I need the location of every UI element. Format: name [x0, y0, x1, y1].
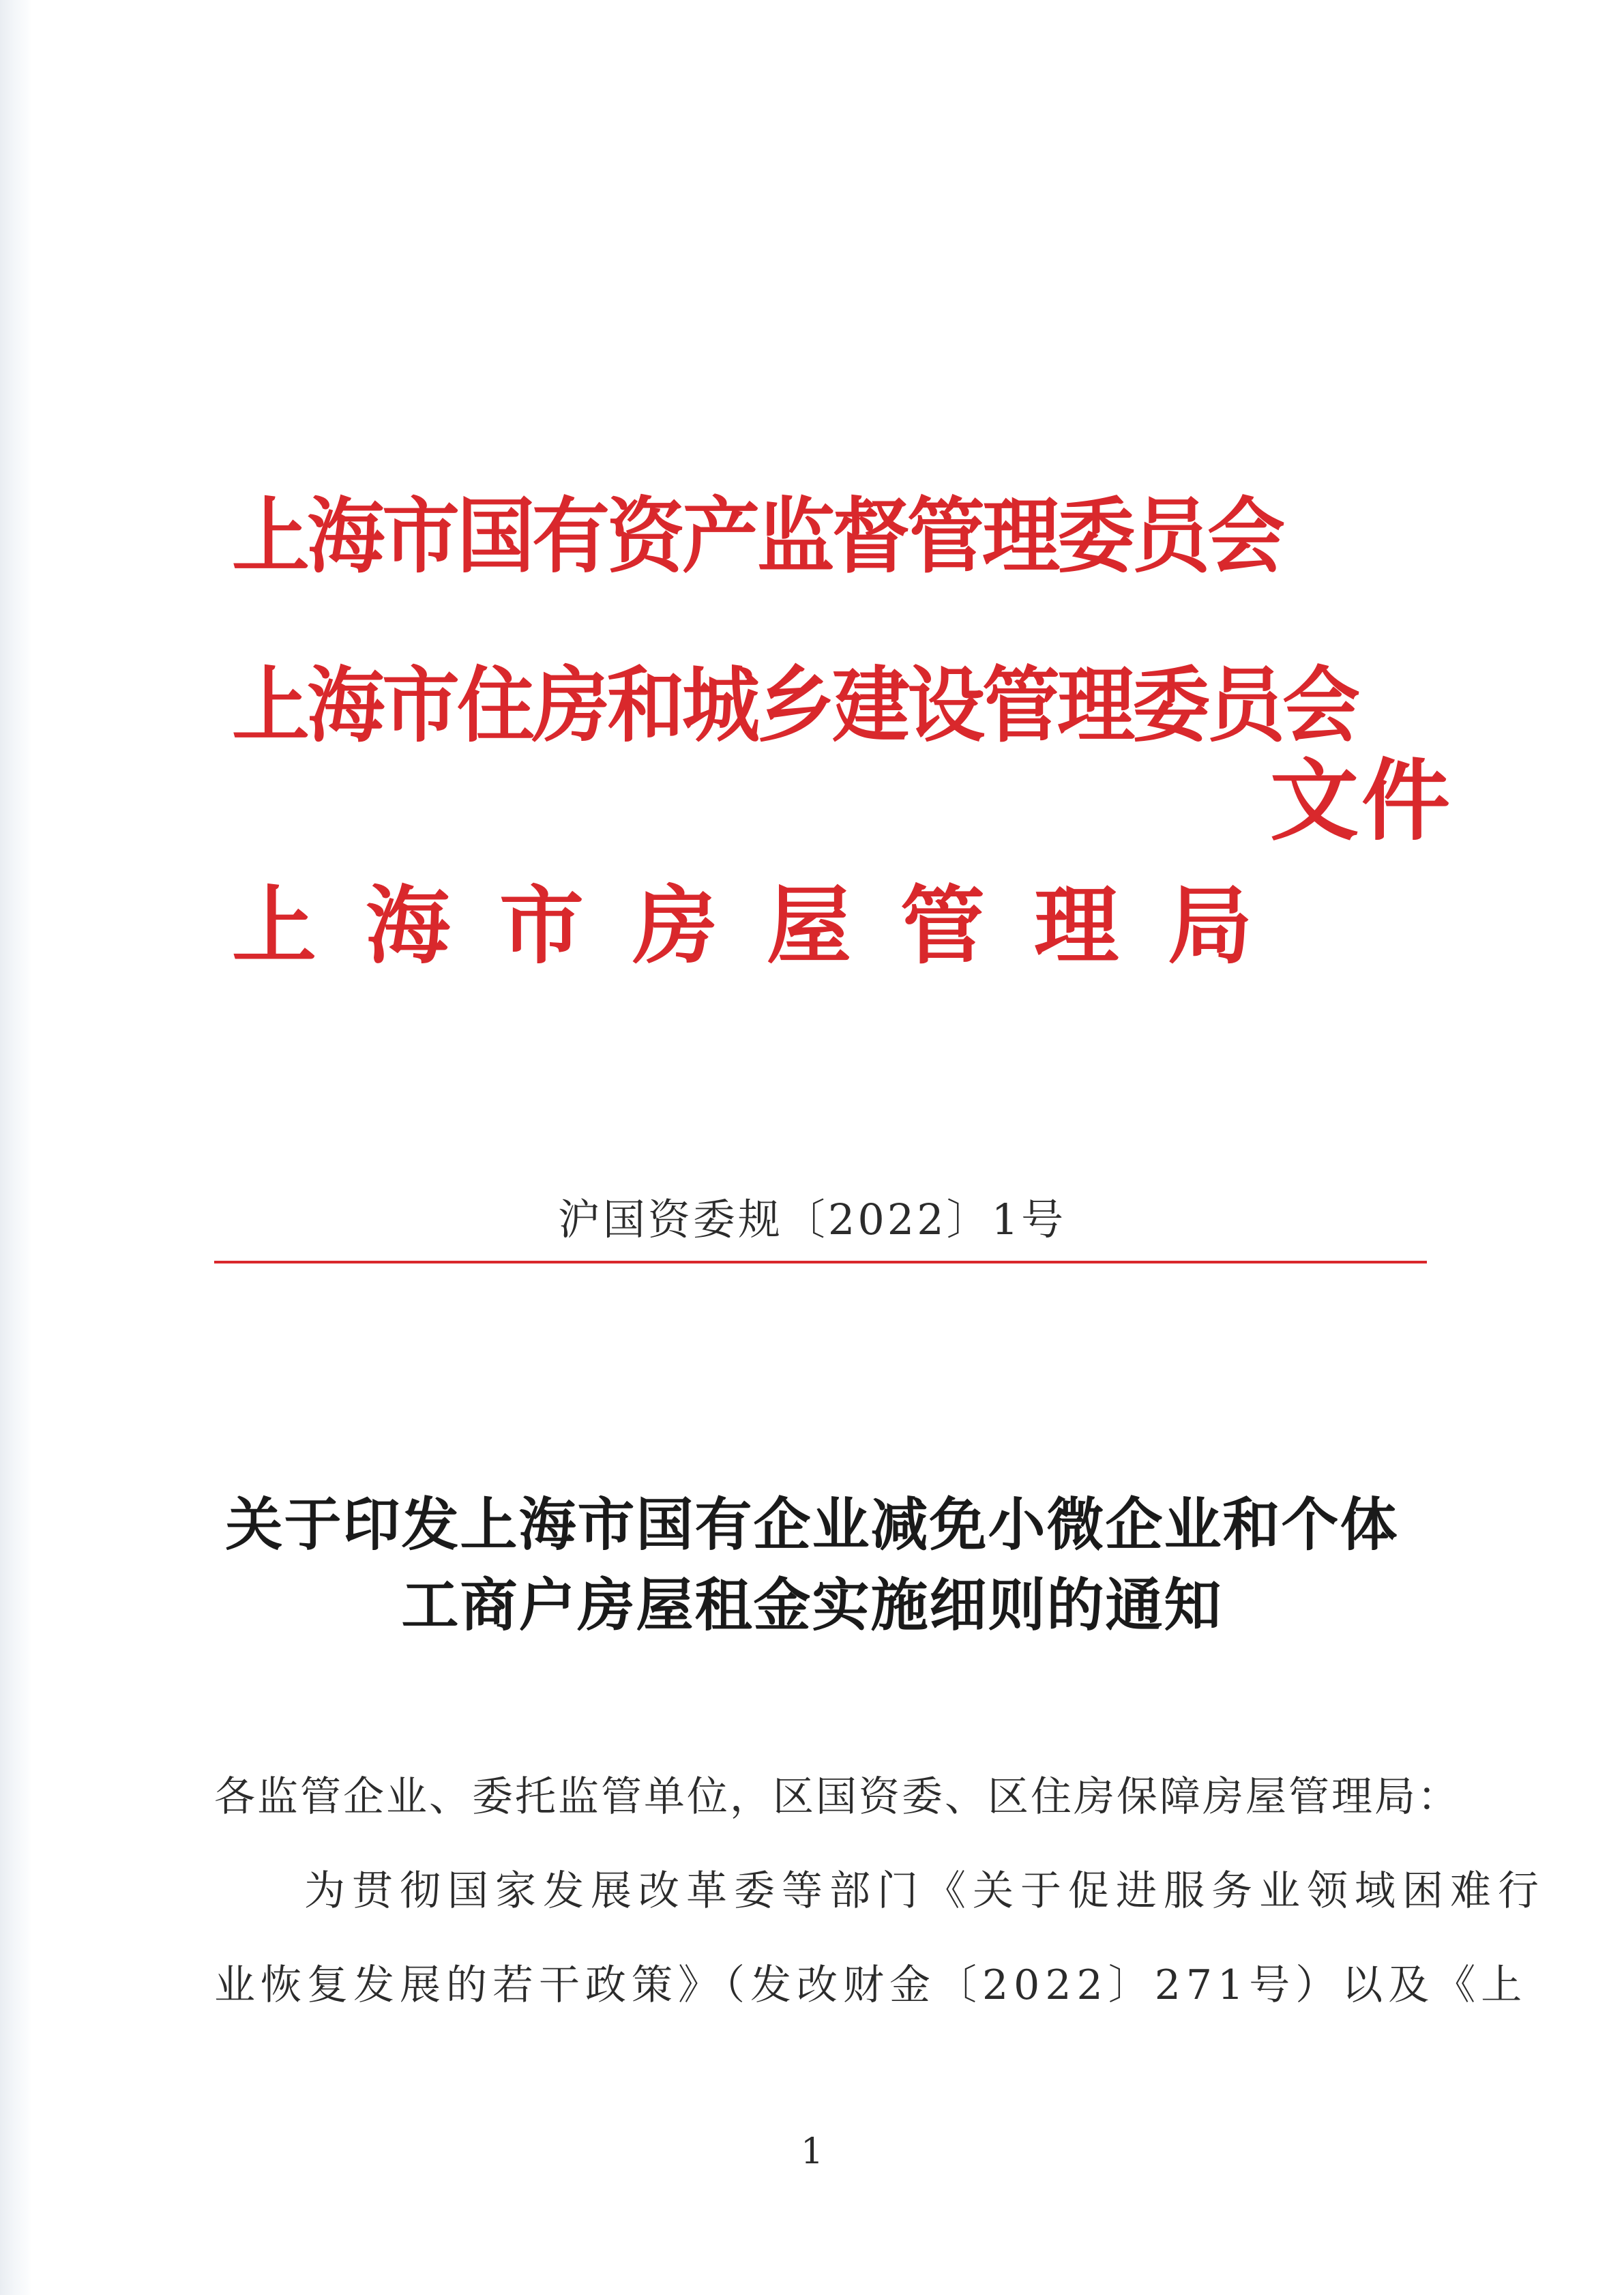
issuer-sasac: 上海市国有资产监督管理委员会	[232, 488, 1283, 584]
page-number: 1	[800, 2131, 824, 2172]
document-suffix: 文件	[1270, 748, 1453, 853]
scan-edge-shadow	[0, 0, 31, 2295]
red-divider-line	[214, 1261, 1427, 1263]
document-title-line-1: 关于印发上海市国有企业减免小微企业和个体	[225, 1491, 1399, 1558]
document-number: 沪国资委规〔2022〕1号	[557, 1195, 1067, 1244]
paragraph-line-1: 为贯彻国家发展改革委等部门《关于促进服务业领域困难行	[304, 1867, 1546, 1915]
issuer-header	[232, 471, 1460, 976]
issuer-housing-administration-bureau: 上海市房屋管理局	[232, 877, 1302, 976]
paragraph-line-2: 业恢复发展的若干政策》（发改财金〔2022〕271号）以及《上	[214, 1961, 1528, 2009]
issuer-housing-construction-commission: 上海市住房和城乡建设管理委员会	[232, 657, 1358, 753]
document-title-line-2: 工商户房屋租金实施细则的通知	[401, 1571, 1223, 1639]
salutation: 各监管企业、委托监管单位，区国资委、区住房保障房屋管理局：	[214, 1773, 1460, 1821]
